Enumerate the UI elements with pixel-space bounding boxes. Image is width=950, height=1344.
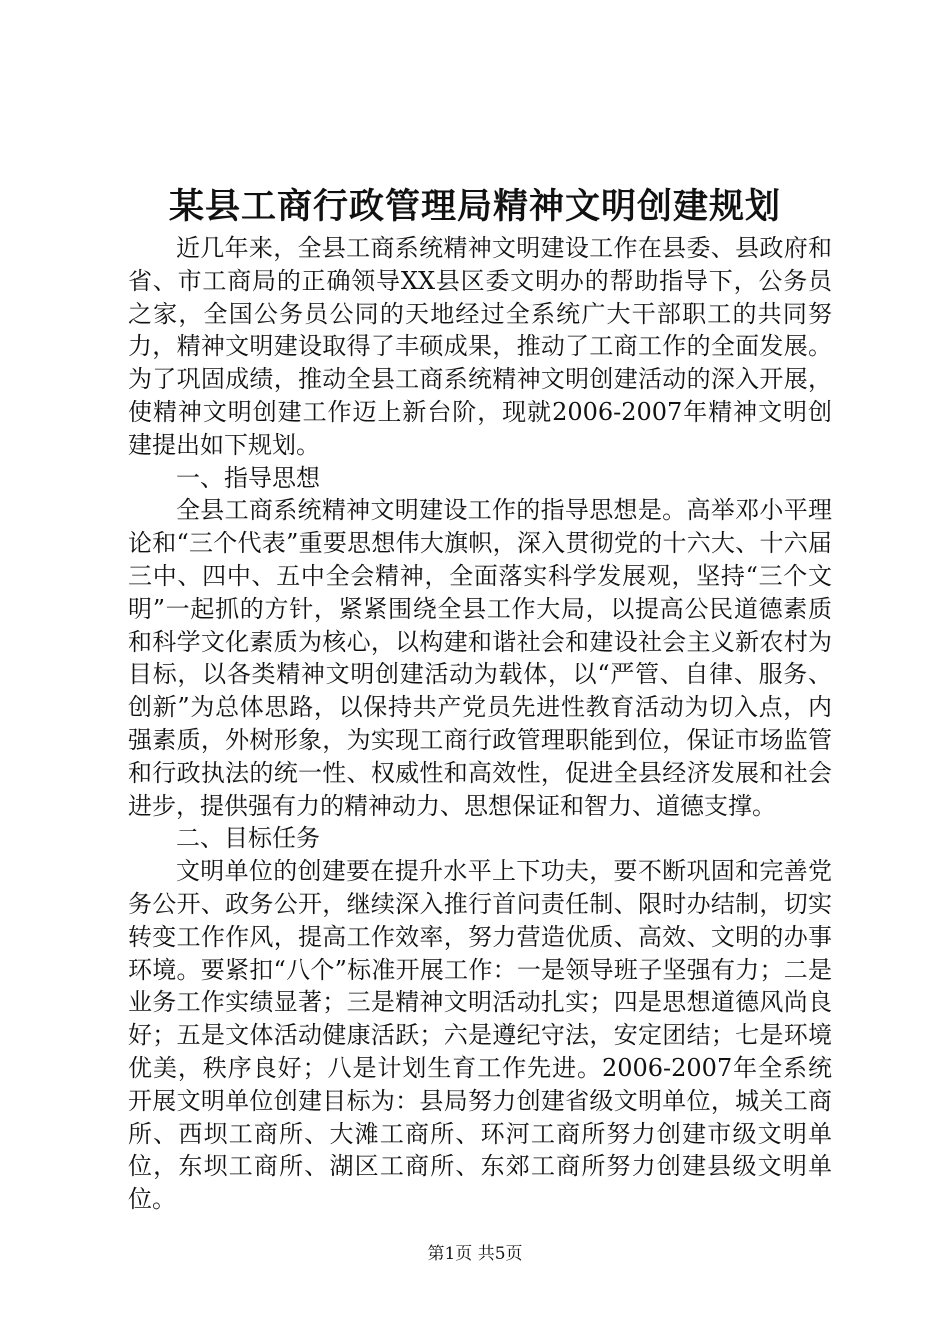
goals-tasks-paragraph: 文明单位的创建要在提升水平上下功夫，要不断巩固和完善党务公开、政务公开，继续深入推行首问责任制、限时办结制，切实转变工作作风，提高工作效率，努力营造优质、高效、文明的办事环境。要紧扣“八个”标准开展工作：一是领导班子坚强有力；二是业务工作实绩显著；三是精神文明活动扎实；四是思想道德风尚良好；五是文体活动健康活跃；六是遵纪守法，安定团结；七是环境优美，秩序良好；八是计划生育工作先进。2006-2007年全系统开展文明单位创建目标为：县局努力创建省级文明单位，城关工商所、西坝工商所、大滩工商所、环河工商所努力创建市级文明单位，东坝工商所、湖区工商所、东郊工商所努力创建县级文明单位。 xyxy=(128,857,832,1214)
page-footer: 第1页 共5页 xyxy=(427,1244,523,1264)
section-heading-guiding-ideology: 一、指导思想 xyxy=(176,463,320,492)
section-heading-goals-tasks: 二、目标任务 xyxy=(176,824,320,853)
guiding-ideology-paragraph: 全县工商系统精神文明建设工作的指导思想是。高举邓小平理论和“三个代表”重要思想伟大旗帜，深入贯彻党的十六大、十六届三中、四中、五中全会精神，全面落实科学发展观，坚持“三个文明”一起抓的方针，紧紧围绕全县工作大局，以提高公民道德素质和科学文化素质为核心，以构建和谐社会和建设社会主义新农村为目标，以各类精神文明创建活动为载体，以“严管、自律、服务、创新”为总体思路，以保持共产党员先进性教育活动为切入点，内强素质，外树形象，为实现工商行政管理职能到位，保证市场监管和行政执法的统一性、权威性和高效性，促进全县经济发展和社会进步，提供强有力的精神动力、思想保证和智力、道德支撑。 xyxy=(128,496,832,820)
document-body xyxy=(128,232,832,1216)
intro-paragraph: 近几年来，全县工商系统精神文明建设工作在县委、县政府和省、市工商局的正确领导XX县区委文明办的帮助指导下，公务员之家，全国公务员公同的天地经过全系统广大干部职工的共同努力，精神文明建设取得了丰硕成果，推动了工商工作的全面发展。为了巩固成绩，推动全县工商系统精神文明创建活动的深入开展，使精神文明创建工作迈上新台阶，现就2006-2007年精神文明创建提出如下规划。 xyxy=(128,234,832,459)
document-title: 某县工商行政管理局精神文明创建规划 xyxy=(168,186,781,227)
